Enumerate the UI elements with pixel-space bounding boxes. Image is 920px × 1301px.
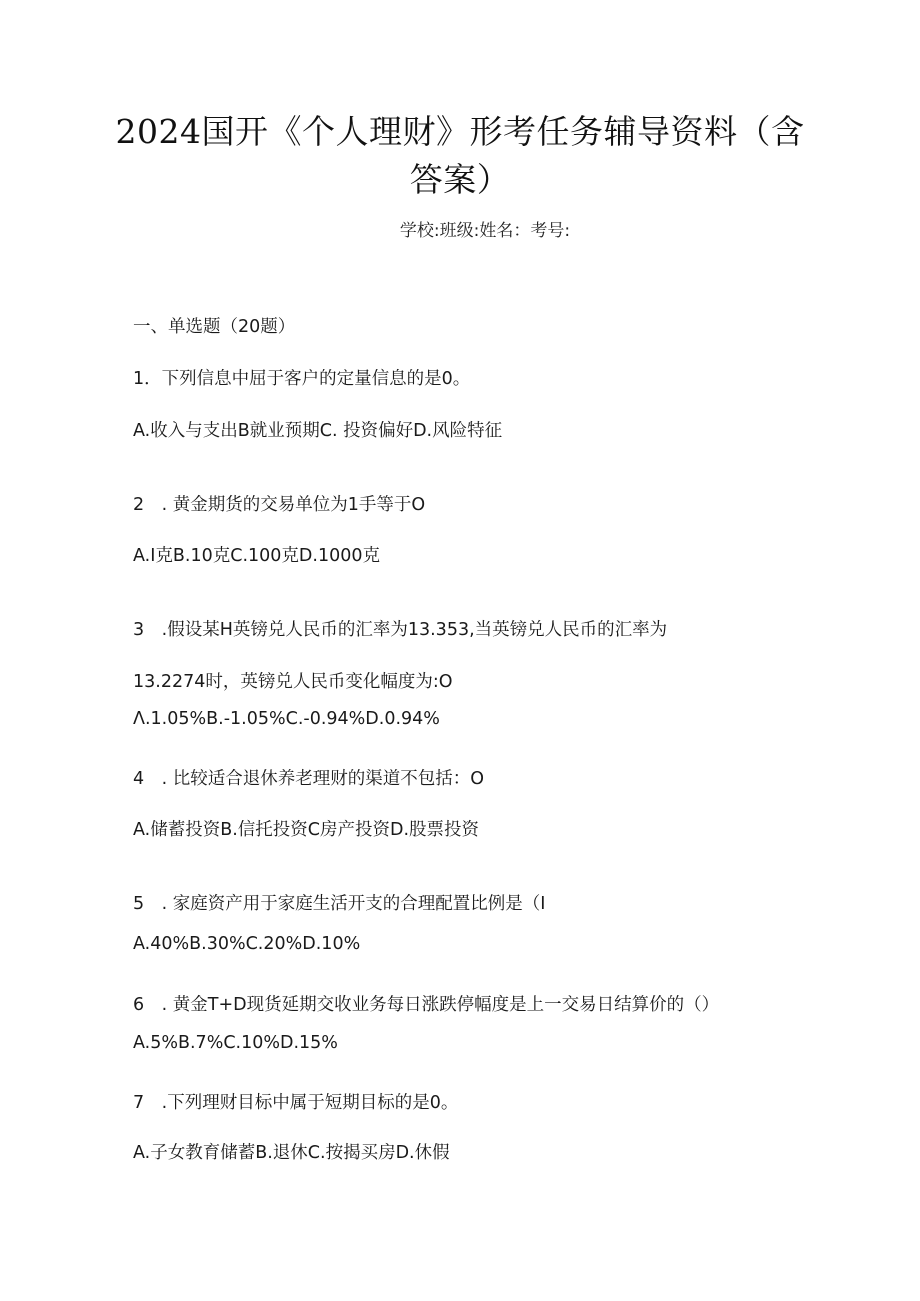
student-info-line: 学校:班级:姓名：考号: <box>399 221 571 241</box>
question-3-options: Λ.1.05%B.-1.05%C.-0.94%D.0.94% <box>133 709 440 729</box>
question-6-options: A.5%B.7%C.10%D.15% <box>133 1033 338 1053</box>
section-heading: 一、单选题（20题） <box>133 317 296 337</box>
question-1-text: 1．下列信息中屈于客户的定量信息的是0。 <box>133 369 471 389</box>
question-4-options: A.储蓄投资B.信托投资C房产投资D.股票投资 <box>133 820 480 840</box>
question-7-text: 7 .下列理财目标中属于短期目标的是0。 <box>133 1093 459 1113</box>
question-5-text: 5 . 家庭资产用于家庭生活开支的合理配置比例是（I <box>133 894 546 914</box>
question-3-text-continued: 13.2274时，英镑兑人民币变化幅度为:O <box>133 672 453 692</box>
question-1-options: A.收入与支出B就业预期C. 投资偏好D.风险特征 <box>133 421 503 441</box>
question-2-text: 2 . 黄金期货的交易单位为1手等于O <box>133 495 426 515</box>
question-3-text: 3 .假设某H英镑兑人民币的汇率为13.353,当英镑兑人民币的汇率为 <box>133 620 668 640</box>
question-7-options: A.子女教育储蓄B.退休C.按揭买房D.休假 <box>133 1143 450 1163</box>
question-6-text: 6 . 黄金T+D现货延期交收业务每日涨跌停幅度是上一交易日结算价的（） <box>133 995 720 1015</box>
question-5-options: A.40%B.30%C.20%D.10% <box>133 934 361 954</box>
question-4-text: 4 . 比较适合退休养老理财的渠道不包括：O <box>133 769 485 789</box>
document-title-line-2: 答案） <box>409 160 511 199</box>
document-title-line-1: 2024国开《个人理财》形考任务辅导资料（含 <box>115 112 805 151</box>
question-2-options: A.I克B.10克C.100克D.1000克 <box>133 546 380 566</box>
